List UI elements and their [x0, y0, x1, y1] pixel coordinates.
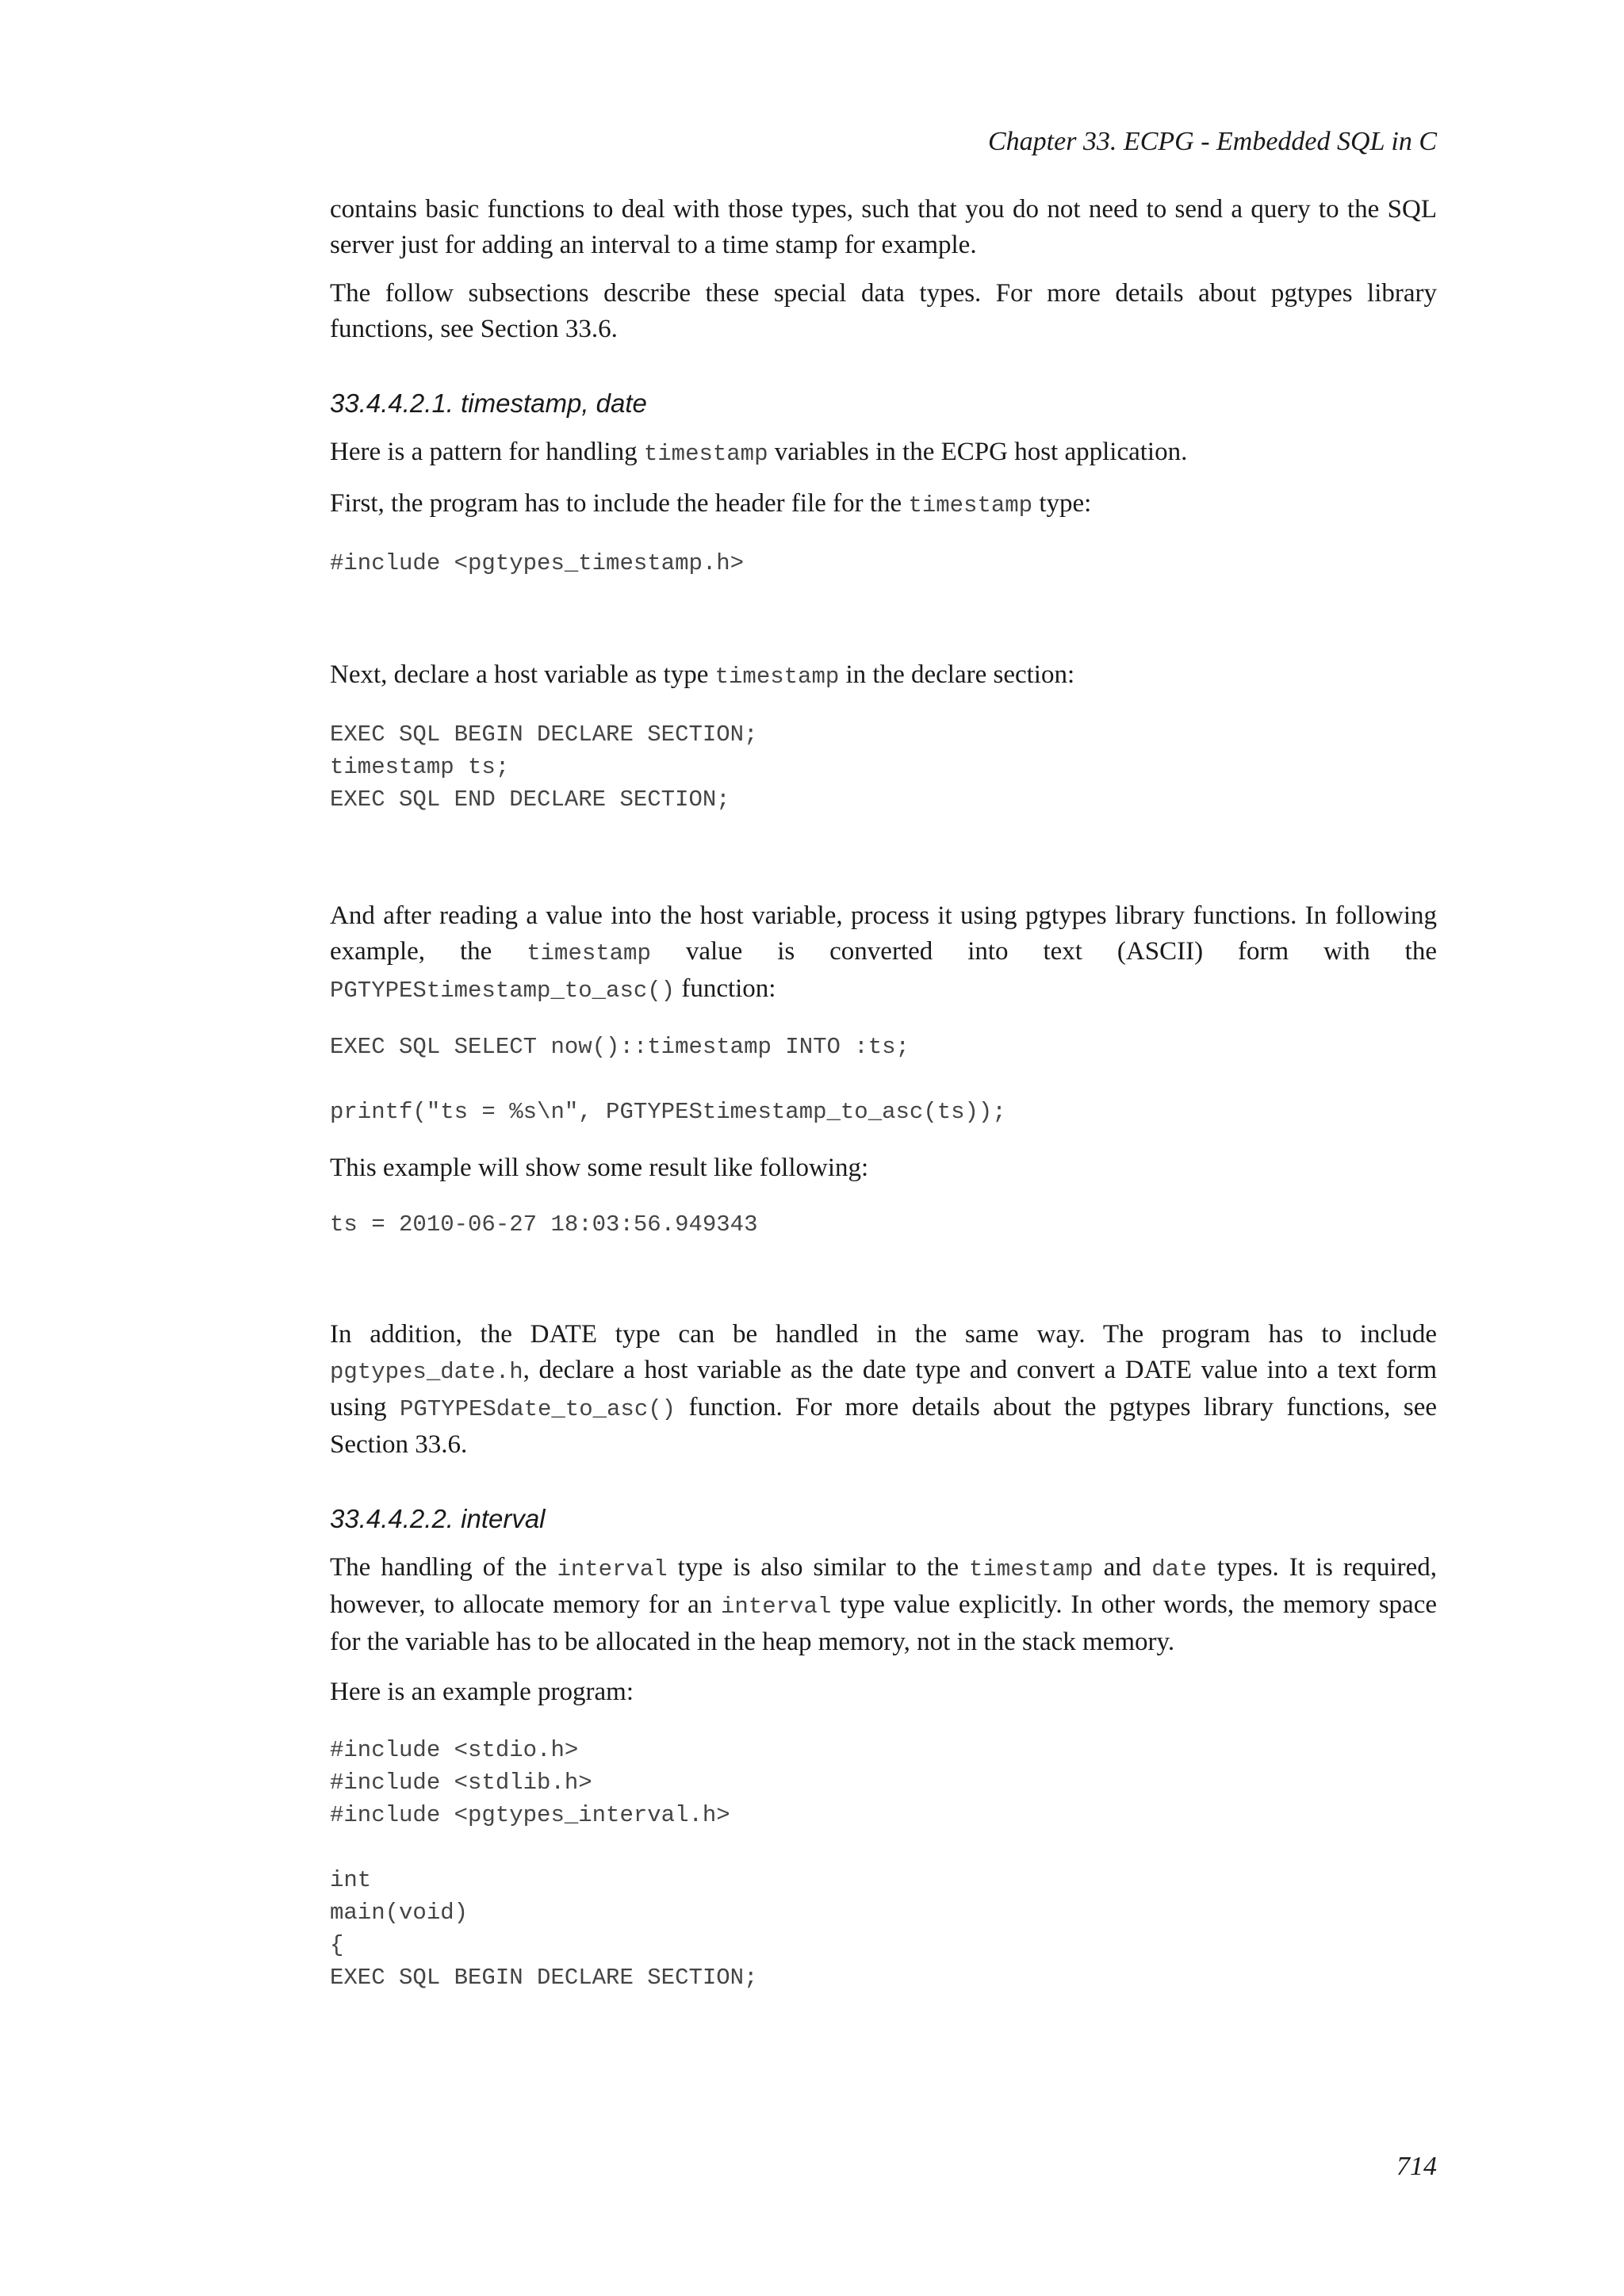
text-run: First, the program has to include the header file for the — [330, 489, 909, 518]
inline-code: PGTYPESdate_to_asc() — [399, 1396, 676, 1422]
text-run: In addition, the DATE type can be handled in the same way. The program has to include — [330, 1320, 1437, 1349]
text-run: function. For more details about the pgtypes library functions, see Section 33.6. — [330, 1393, 1437, 1459]
page-content — [330, 192, 1437, 1994]
inline-code: PGTYPEStimestamp_to_asc() — [330, 978, 676, 1004]
inline-code: timestamp — [969, 1556, 1094, 1582]
paragraph-example-program: Here is an example program: — [330, 1678, 634, 1706]
text-run: value is converted into text (ASCII) form with the — [650, 937, 1438, 966]
code-block-include-timestamp: #include <pgtypes_timestamp.h> — [330, 550, 745, 576]
text-run: function: — [675, 974, 776, 1003]
running-header: Chapter 33. ECPG - Embedded SQL in C — [987, 127, 1437, 156]
text-run: , declare a host variable as the date type and convert a DATE value into a text form using — [330, 1356, 1437, 1422]
paragraph-process-value — [330, 898, 1437, 1008]
page-number: 714 — [1396, 2152, 1437, 2181]
text-run: Next, declare a host variable as type — [330, 660, 715, 689]
section-heading-timestamp-date: 33.4.4.2.1. timestamp, date — [330, 388, 647, 418]
inline-code: timestamp — [643, 441, 768, 467]
code-block-output: ts = 2010-06-27 18:03:56.949343 — [330, 1211, 758, 1238]
text-run: in the declare section: — [839, 660, 1075, 689]
paragraph-example-result: This example will show some result like following: — [330, 1154, 869, 1182]
paragraph-declare-host-variable — [330, 657, 1437, 695]
text-run: type value explicitly. In other words, the memory space for the variable has to be allocated in the heap memory, not in the stack memory. — [330, 1590, 1437, 1656]
paragraph-timestamp-pattern — [330, 434, 1437, 472]
inline-code: timestamp — [714, 664, 840, 690]
paragraph-interval-handling — [330, 1550, 1437, 1660]
paragraph-date-type — [330, 1317, 1437, 1463]
text-run: The handling of the — [330, 1553, 557, 1582]
inline-code: date — [1151, 1556, 1207, 1582]
text-run: Here is a pattern for handling — [330, 438, 644, 466]
paragraph-intro-continued: contains basic functions to deal with those types, such that you do not need to send a query to the SQL server just for adding an interval to a time stamp for example. — [330, 195, 1437, 259]
text-run: variables in the ECPG host application. — [768, 438, 1188, 466]
inline-code: timestamp — [527, 940, 651, 966]
code-block-interval-program: #include <stdio.h> #include <stdlib.h> #include <pgtypes_interval.h> int main(void) { EXEC SQL BEGIN DECLARE SECTION; — [330, 1737, 758, 1991]
section-heading-interval: 33.4.4.2.2. interval — [330, 1504, 546, 1533]
text-run: and — [1093, 1553, 1152, 1582]
code-block-declare-section: EXEC SQL BEGIN DECLARE SECTION; timestamp ts; EXEC SQL END DECLARE SECTION; — [330, 721, 758, 813]
inline-code: interval — [721, 1594, 832, 1620]
paragraph-subsections-overview — [330, 276, 1437, 347]
code-block-select-printf: EXEC SQL SELECT now()::timestamp INTO :ts; printf("ts = %s\n", PGTYPEStimestamp_to_asc(ts)); — [330, 1034, 1006, 1125]
text-run: And after reading a value into the host variable, process it using pgtypes library functions. In following example, the — [330, 901, 1437, 966]
paragraph-text: The follow subsections describe these special data types. For more details about pgtypes library functions, see Section 33.6. — [330, 279, 1437, 343]
inline-code: interval — [557, 1556, 668, 1582]
inline-code: pgtypes_date.h — [330, 1359, 523, 1385]
inline-code: timestamp — [908, 492, 1033, 519]
text-run: type: — [1032, 489, 1092, 518]
text-run: type is also similar to the — [667, 1553, 970, 1582]
paragraph-include-header — [330, 486, 1437, 523]
text-run: types. It is required, however, to allocate memory for an — [330, 1553, 1438, 1619]
